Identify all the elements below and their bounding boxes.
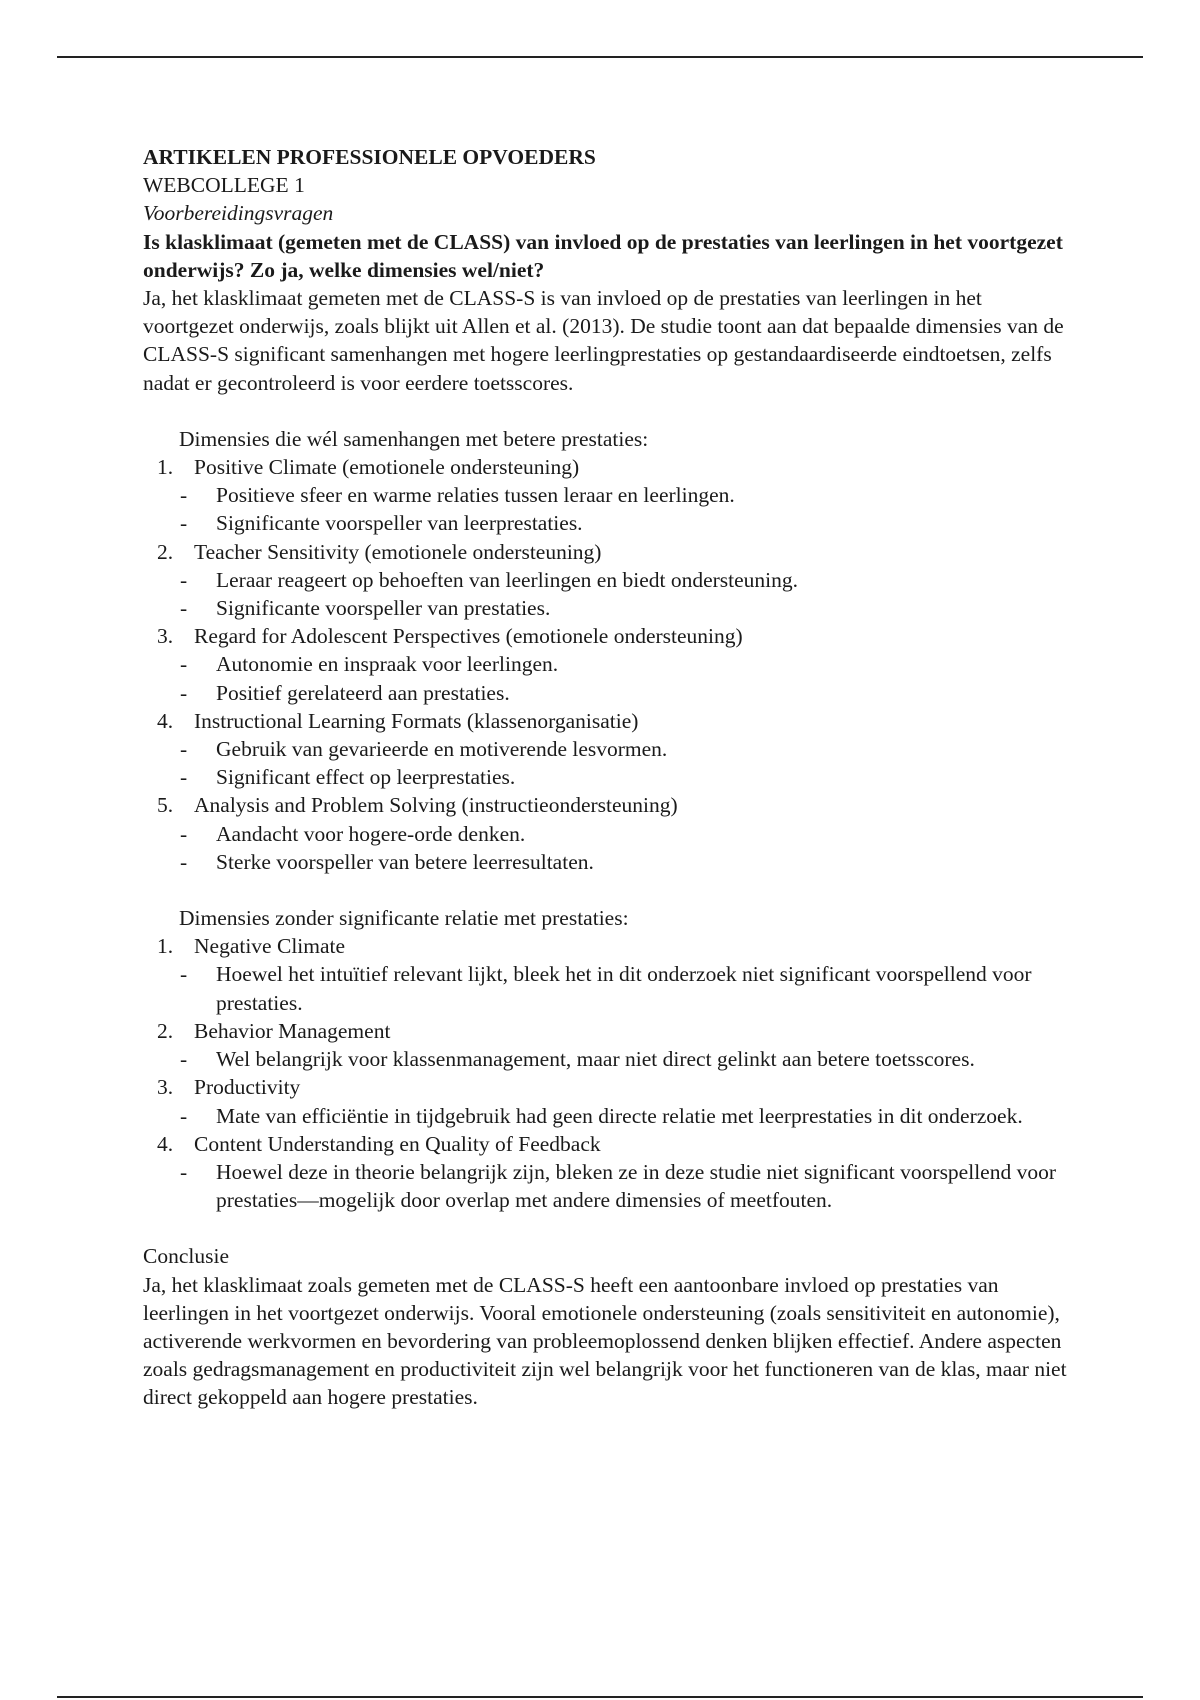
dash-marker: - xyxy=(180,1103,188,1128)
document-body xyxy=(143,143,1073,1412)
dash-marker: - xyxy=(180,680,188,705)
document-title: ARTIKELEN PROFESSIONELE OPVOEDERS xyxy=(143,145,596,169)
conclusion-paragraph: Ja, het klasklimaat zoals gemeten met de CLASS-S heeft een aantoonbare invloed op prestaties van leerlingen in het voortgezet onderwijs. Vooral emotionele ondersteuning (zoals sensitiviteit en autonomie), activerende werkvormen en bevordering van probleemoplossend denken blijken effectief. Andere aspecten zoals gedragsmanagement en productiviteit zijn wel belangrijk voor het functioneren van de klas, maar niet direct gekoppeld aan hogere prestaties. xyxy=(143,1272,1067,1410)
dimension-item xyxy=(143,1017,1073,1045)
list-number: 2. xyxy=(157,539,174,564)
section-label: Voorbereidingsvragen xyxy=(143,201,334,226)
bullet-text: Significant effect op leerprestaties. xyxy=(216,765,516,790)
list-item xyxy=(143,481,1073,509)
dimension-item xyxy=(143,538,1073,566)
positive-dimensions-heading: Dimensies die wél samenhangen met betere prestaties: xyxy=(179,426,649,451)
dimension-label: Positive Climate (emotionele ondersteuning) xyxy=(194,455,580,480)
document-subtitle: WEBCOLLEGE 1 xyxy=(143,173,305,198)
bullet-text: Mate van efficiëntie in tijdgebruik had geen directe relatie met leerprestaties in dit onderzoek. xyxy=(216,1103,1023,1128)
dash-marker: - xyxy=(180,483,188,508)
bullet-text: Gebruik van gevarieerde en motiverende lesvormen. xyxy=(216,737,668,762)
list-item xyxy=(143,1102,1073,1130)
dimension-item xyxy=(143,932,1073,960)
spacer xyxy=(143,397,1073,425)
bullet-text: Aandacht voor hogere-orde denken. xyxy=(216,821,526,846)
list-number: 3. xyxy=(157,1075,174,1100)
list-number: 4. xyxy=(157,708,174,733)
list-number: 1. xyxy=(157,934,174,959)
dash-marker: - xyxy=(180,567,188,592)
list-item xyxy=(143,848,1073,876)
bullet-text: Hoewel het intuïtief relevant lijkt, bleek het in dit onderzoek niet significant voorspellend voor prestaties. xyxy=(216,962,1032,1015)
list-item xyxy=(143,509,1073,537)
spacer xyxy=(143,876,1073,904)
negative-dimensions-heading: Dimensies zonder significante relatie met prestaties: xyxy=(179,906,629,931)
dimension-label: Instructional Learning Formats (klassenorganisatie) xyxy=(194,708,639,733)
list-number: 5. xyxy=(157,793,174,818)
dimension-item xyxy=(143,1130,1073,1158)
dash-marker: - xyxy=(180,596,188,621)
list-item xyxy=(143,594,1073,622)
list-item xyxy=(143,960,1073,1016)
list-item xyxy=(143,679,1073,707)
bullet-text: Autonomie en inspraak voor leerlingen. xyxy=(216,652,559,677)
dimension-item xyxy=(143,1073,1073,1101)
list-number: 1. xyxy=(157,455,174,480)
bottom-divider xyxy=(57,1696,1143,1698)
list-item xyxy=(143,763,1073,791)
dimension-label: Negative Climate xyxy=(194,934,346,959)
list-item xyxy=(143,566,1073,594)
list-number: 4. xyxy=(157,1131,174,1156)
dimension-label: Regard for Adolescent Perspectives (emotionele ondersteuning) xyxy=(194,624,743,649)
spacer xyxy=(143,1214,1073,1242)
dimension-item xyxy=(143,791,1073,819)
conclusion-heading: Conclusie xyxy=(143,1244,229,1269)
bullet-text: Leraar reageert op behoeften van leerlingen en biedt ondersteuning. xyxy=(216,567,799,592)
list-number: 3. xyxy=(157,624,174,649)
dimension-label: Teacher Sensitivity (emotionele ondersteuning) xyxy=(194,539,602,564)
positive-dimensions-list xyxy=(143,453,1073,876)
dash-marker: - xyxy=(180,652,188,677)
dash-marker: - xyxy=(180,849,188,874)
negative-dimensions-list xyxy=(143,932,1073,1214)
bullet-text: Wel belangrijk voor klassenmanagement, maar niet direct gelinkt aan betere toetsscores. xyxy=(216,1047,975,1072)
dimension-item xyxy=(143,453,1073,481)
list-item xyxy=(143,1045,1073,1073)
list-item xyxy=(143,650,1073,678)
list-item xyxy=(143,1158,1073,1214)
dimension-item xyxy=(143,622,1073,650)
list-number: 2. xyxy=(157,1018,174,1043)
dash-marker: - xyxy=(180,1159,188,1184)
dimension-item xyxy=(143,707,1073,735)
dimension-label: Behavior Management xyxy=(194,1018,391,1043)
list-item xyxy=(143,820,1073,848)
list-item xyxy=(143,735,1073,763)
dash-marker: - xyxy=(180,511,188,536)
bullet-text: Sterke voorspeller van betere leerresultaten. xyxy=(216,849,594,874)
bullet-text: Significante voorspeller van leerprestaties. xyxy=(216,511,583,536)
dash-marker: - xyxy=(180,962,188,987)
top-divider xyxy=(57,56,1143,58)
bullet-text: Positieve sfeer en warme relaties tussen leraar en leerlingen. xyxy=(216,483,735,508)
bullet-text: Significante voorspeller van prestaties. xyxy=(216,596,551,621)
dash-marker: - xyxy=(180,737,188,762)
dimension-label: Analysis and Problem Solving (instructieondersteuning) xyxy=(194,793,678,818)
dash-marker: - xyxy=(180,821,188,846)
question-heading: Is klasklimaat (gemeten met de CLASS) van invloed op de prestaties van leerlingen in het voortgezet onderwijs? Zo ja, welke dimensies wel/niet? xyxy=(143,229,1063,282)
intro-paragraph: Ja, het klasklimaat gemeten met de CLASS-S is van invloed op de prestaties van leerlingen in het voortgezet onderwijs, zoals blijkt uit Allen et al. (2013). De studie toont aan dat bepaalde dimensies van de CLASS-S significant samenhangen met hogere leerlingprestaties op gestandaardiseerde eindtoetsen, zelfs nadat er gecontroleerd is voor eerdere toetsscores. xyxy=(143,286,1064,395)
dimension-label: Productivity xyxy=(194,1075,301,1100)
dimension-label: Content Understanding en Quality of Feedback xyxy=(194,1131,601,1156)
bullet-text: Positief gerelateerd aan prestaties. xyxy=(216,680,510,705)
dash-marker: - xyxy=(180,1047,188,1072)
bullet-text: Hoewel deze in theorie belangrijk zijn, bleken ze in deze studie niet significant voorspellend voor prestaties—mogelijk door overlap met andere dimensies of meetfouten. xyxy=(216,1159,1057,1213)
dash-marker: - xyxy=(180,765,188,790)
